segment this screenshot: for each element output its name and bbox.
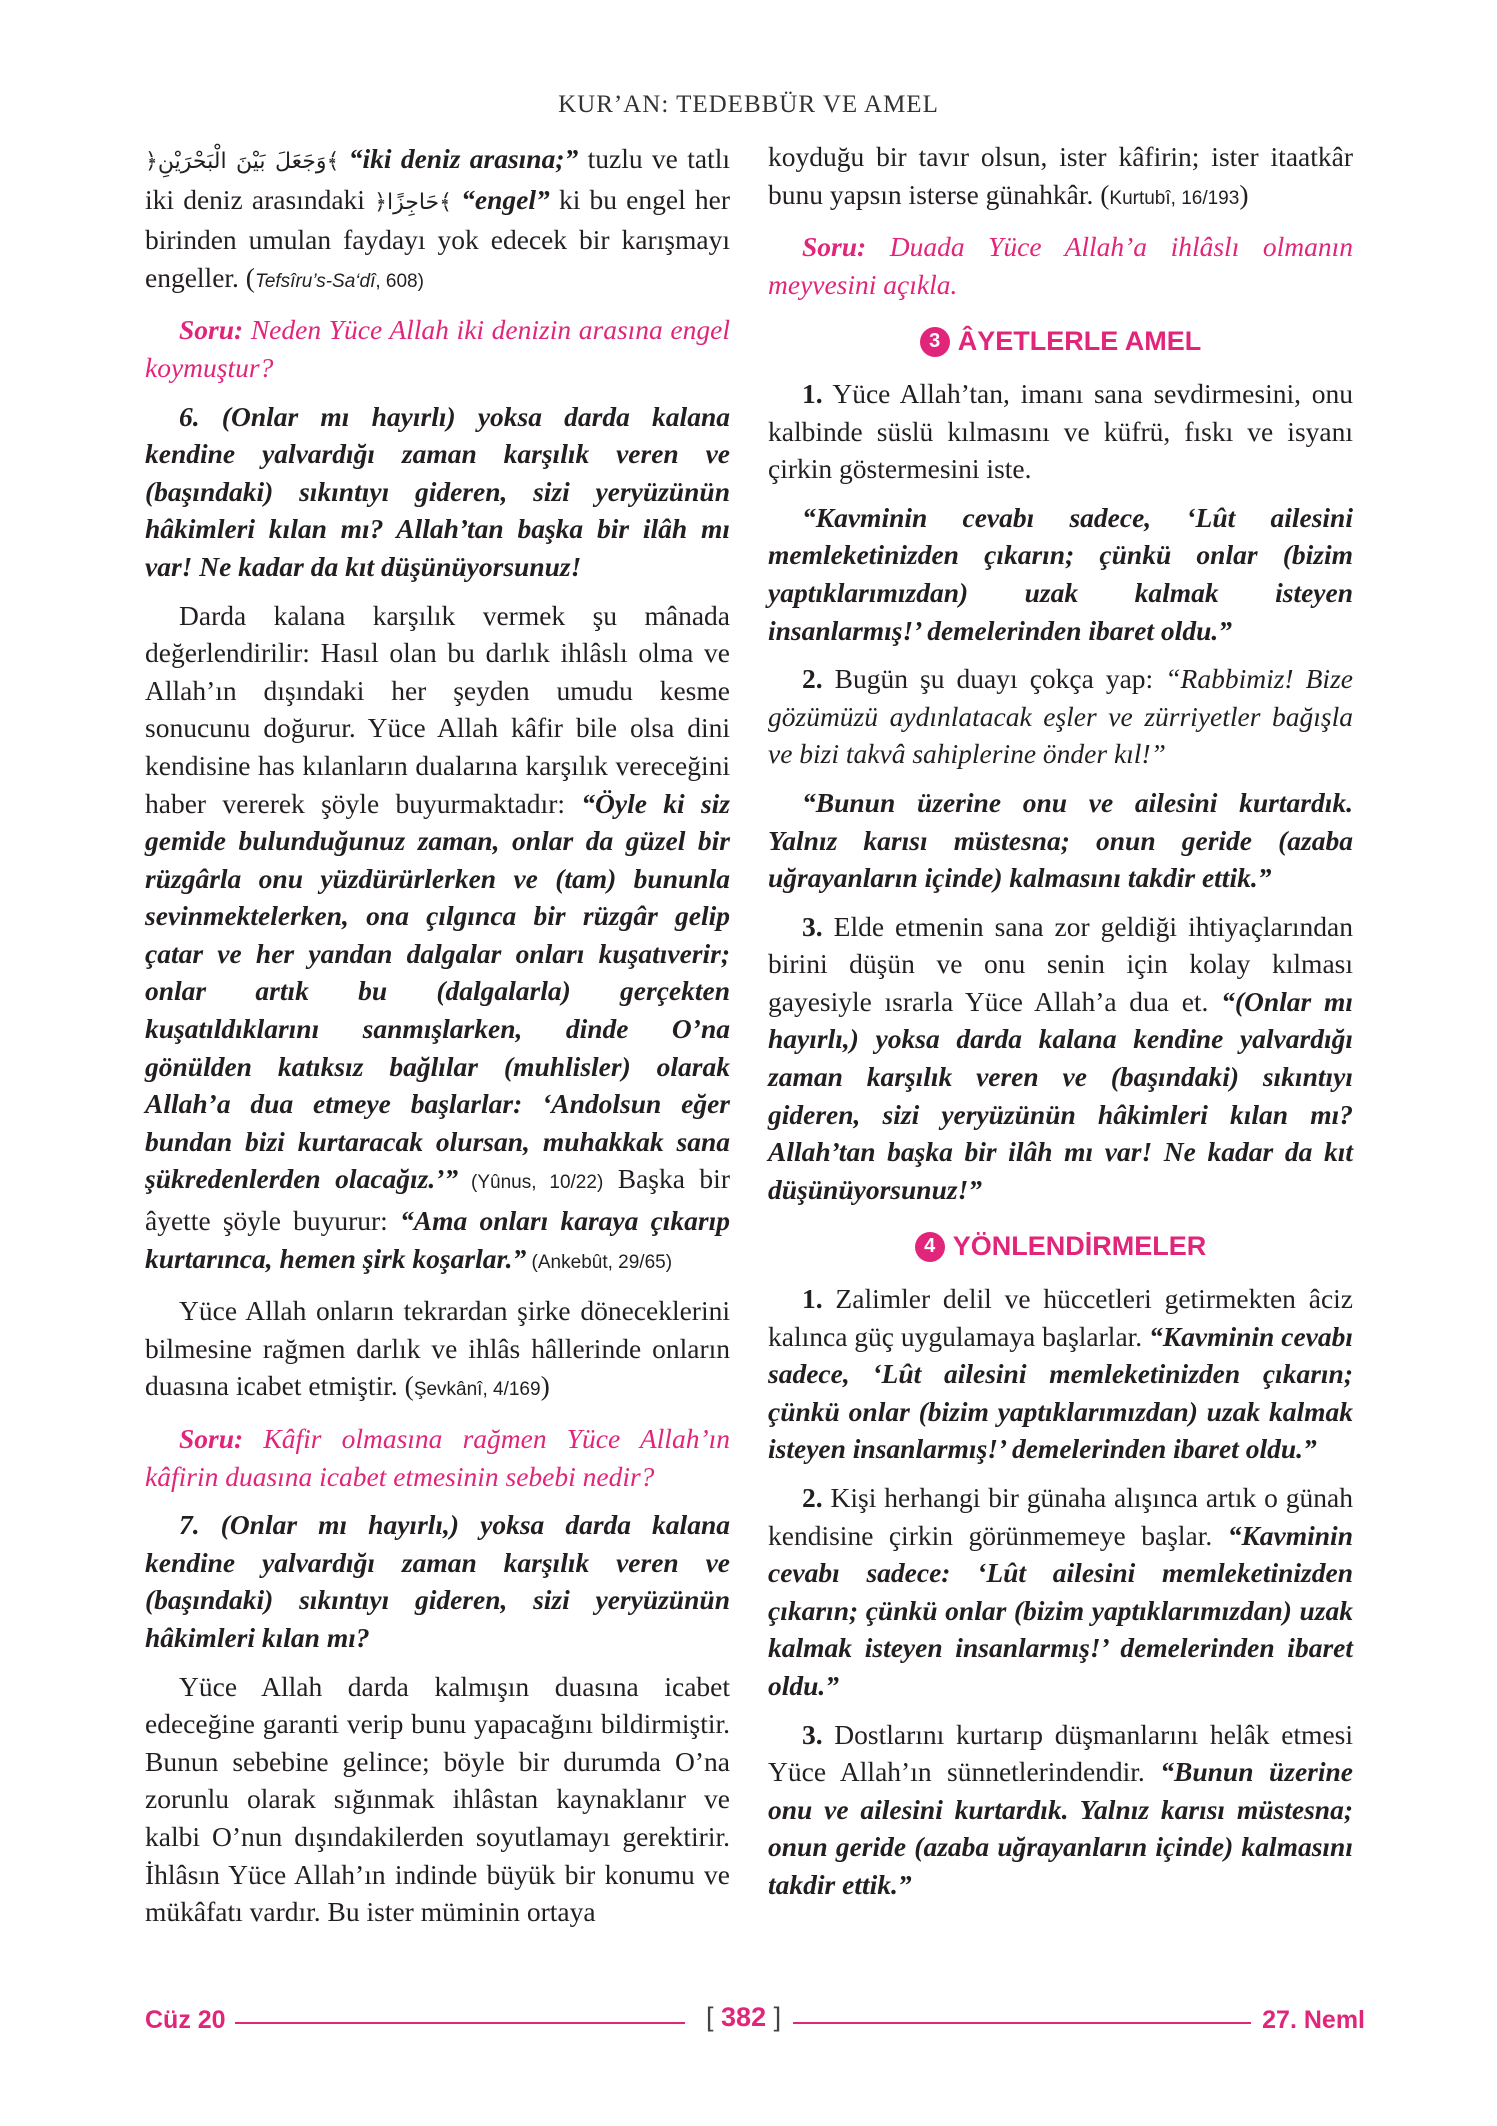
section-heading-yonlendirmeler [768,1228,1353,1266]
emphasis: “engel” [452,183,550,215]
item-number: 3. [802,910,823,942]
reference: , 608) [375,270,424,292]
body-text: ) [1239,178,1249,210]
left-column [145,140,730,1942]
body-text: tuzlu ve tatlı iki deniz arasındaki [145,143,730,215]
verse-quote: “Kavminin cevabı sadece: ‘Lût ailesini memleketinizden çıkarın; çünkü onlar (bizim yaptıklarımızdan) uzak kalmak isteyen insanlarmış!’ demelerinden ibaret oldu.” [768,1519,1353,1701]
page-number-value: 382 [721,2002,767,2032]
body-text: Kişi herhangi bir günaha alışınca artık o günah kendisine çirkin görünmemeye başlar. [768,1482,1353,1551]
section-title: ÂYETLERLE AMEL [957,326,1202,357]
body-text: Dostlarını kurtarıp düşmanlarını helâk etmesi Yüce Allah’ın sünnetlerindendir. [768,1718,1353,1788]
amel-item-3 [768,908,1353,1209]
body-text: Zalimler delil ve hüccetleri getirmekten âciz kalınca güç uygulamaya başlarlar. [768,1283,1353,1352]
item-number: 1. [802,1283,823,1315]
guidance-item-2 [768,1479,1353,1705]
question-1 [145,311,730,386]
question-text: Kâfir olmasına rağmen Yüce Allah’ın kâfirin duasına icabet etmesinin sebebi nedir? [145,1423,730,1492]
item-number: 1. [802,377,823,409]
paragraph-continued [768,138,1353,217]
reference: Şevkânî, 4/169 [413,1379,541,1401]
amel-item-2 [768,660,1353,773]
verse-quote: “Bunun üzerine onu ve ailesini kurtardık. Yalnız karısı müstesna; onun geride (azaba uğrayanların içinde) kalmasını takdir ettik.” [768,1756,1353,1900]
section-heading-ayetlerle-amel [768,323,1353,361]
question-label: Soru: [179,1423,244,1454]
item-number: 3. [802,1718,823,1750]
question-label: Soru: [802,231,867,263]
verse-quote: “(Onlar mı hayırlı,) yoksa darda kalana kendine yalvardığı zaman karşılık veren ve (başındaki) sıkıntıyı gideren, sizi yeryüzünün hâkimleri kılan mı? Allah’tan başka bir ilâh mı var! Ne kadar da kıt düşünüyorsunuz!” [768,985,1353,1205]
section-title: YÖNLENDİRMELER [952,1231,1207,1262]
guidance-item-3 [768,1716,1353,1904]
juz-label: Cüz 20 [145,2006,226,2034]
emphasis: “iki deniz arasına;” [348,143,579,174]
page-number [706,2002,781,2033]
dua-text: “Rabbimiz! Bize gözümüzü aydınlatacak eşler ve zürriyetler bağışla ve bizi takvâ sahiplerine önder kıl!” [768,663,1353,770]
body-text: Bugün şu duayı çokça yap: [822,663,1166,695]
body-text: Elde etmenin sana zor geldiği ihtiyaçlarından birini düşün ve onu senin için kolay kılması gayesiyle ısrarla Yüce Allah’a dua et. [768,910,1353,1017]
arabic-quote: ﴿وَجَعَلَ بَيْنَ الْبَحْرَيْنِ﴾ [145,149,340,174]
section-number-badge: 4 [915,1232,945,1262]
reference: (Yûnus, 10/22) [458,1172,604,1194]
surah-label: 27. Neml [1262,2006,1365,2034]
body-text: Yüce Allah’tan, imanı sana sevdirmesini, onu kalbinde süslü kılmasını ve küfrü, fıskı ve isyanı çirkin göstermesini iste. [768,377,1353,485]
verse-quote: “Ama onları karaya çıkarıp kurtarınca, hemen şirk koşarlar.” [145,1205,731,1274]
arabic-quote: ﴿حَاجِزًا﴾ [374,189,453,215]
question-text: Neden Yüce Allah iki denizin arasına engel koymuştur? [145,314,730,383]
bracket-open: [ [706,2002,714,2032]
item-number: 2. [802,1482,823,1513]
reference: Kurtubî, 16/193 [1109,187,1240,209]
footer-rule-right [793,2022,1251,2024]
amel-item-1 [768,375,1353,488]
verse-quote: “Kavminin cevabı sadece, ‘Lût ailesini memleketinizden çıkarın; çünkü onlar (bizim yaptıklarımızdan) uzak kalmak isteyen insanlarmış!’ demelerinden ibaret oldu.” [768,1320,1353,1465]
question-text: Duada Yüce Allah’a ihlâslı olmanın meyvesini açıkla. [768,231,1353,300]
running-header: KUR’AN: TEDEBBÜR VE AMEL [558,91,939,118]
right-column [768,138,1353,1915]
paragraph-engel [145,140,730,300]
question-3 [768,228,1353,303]
body-text: koyduğu bir tavır olsun, ister kâfirin; ister itaatkâr bunu yapsın isterse günahkâr. ( [768,141,1353,210]
section-number-badge: 3 [920,327,950,357]
item-number: 2. [802,663,823,695]
bracket-close: ] [773,2002,782,2032]
reference: (Ankebût, 29/65) [526,1251,673,1273]
amel-quote-2: “Bunun üzerine onu ve ailesini kurtardık. Yalnız karısı müstesna; onun geride (azaba uğrayanların içinde) kalmasını takdir ettik.” [768,786,1353,894]
body-text: ki bu engel her birinden umulan faydayı yok edecek bir karışmayı engeller. ( [145,183,730,293]
guidance-item-1 [768,1280,1353,1468]
verse-6: 6. (Onlar mı hayırlı) yoksa darda kalana kendine yalvardığı zaman karşılık veren ve (başındaki) sıkıntıyı gideren, sizi yeryüzünün hâkimleri kılan mı? Allah’tan başka bir ilâh mı var! Ne kadar da kıt düşünüyorsunuz! [145,400,730,582]
body-text: Yüce Allah onların tekrardan şirke döneceklerini bilmesine rağmen darlık ve ihlâs hâllerinde onların duasına icabet etmiştir. ( [145,1295,730,1402]
page-footer [145,2002,1365,2042]
paragraph-sirk [145,1292,730,1409]
amel-quote-1: “Kavminin cevabı sadece, ‘Lût ailesini memleketinizden çıkarın; çünkü onlar (bizim yaptıklarımızdan) uzak kalmak isteyen insanlarmış!’ demelerinden ibaret oldu.” [768,501,1353,646]
body-text: Darda kalana karşılık vermek şu mânada değerlendirilir: Hasıl olan bu darlık ihlâslı olma ve Allah’ın dışındaki her şeyden umudu kesme sonucunu doğurur. Yüce Allah kâfir bile olsa dini kendisine has kılanların dualarına karşılık vereceğini haber vererek şöyle buyurmaktadır: [145,599,730,819]
paragraph-icabet: Yüce Allah darda kalmışın duasına icabet edeceğine garanti verip bunu yapacağını bildirmiştir. Bunun sebebine gelince; böyle bir durumda O’na zorunlu olarak sığınmak ihlâstan kaynaklanır ve kalbi O’nun dışındakilerden soyutlamayı gerektirir. İhlâsın Yüce Allah’ın indinde büyük bir konumu ve mükâfatı vardır. Bu ister müminin ortaya [145,1670,730,1928]
verse-quote: “Öyle ki siz gemide bulunduğunuz zaman, onlar da güzel bir rüzgârla onu yüzdürürlerken ve (tam) bununla sevinmektelerken, ona çılgınca bir rüzgâr gelip çatar ve her yandan dalgalar onları kuşatıverir; onlar artık bu (dalgalarla) gerçekten kuşatıldıklarını sanmışlarken, dinde O’na gönülden katıksız bağlılar (muhlisler) olarak Allah’a dua etmeye başlarlar: ‘Andolsun eğer bundan bizi kurtaracak olursan, muhakkak sana şükredenlerden olacağız.’” [145,787,730,1195]
body-text: Başka bir âyette şöyle buyurur: [145,1163,730,1237]
question-2 [145,1420,730,1495]
footer-rule-left [235,2022,685,2024]
question-label: Soru: [179,314,244,346]
body-text: ) [540,1370,550,1402]
reference: Tefsîru’s-Sa‘dî [254,270,376,292]
verse-7: 7. (Onlar mı hayırlı,) yoksa darda kalana kendine yalvardığı zaman karşılık veren ve (başındaki) sıkıntıyı gideren, sizi yeryüzünün hâkimleri kılan mı? [145,1509,730,1653]
paragraph-darda [145,597,730,1282]
